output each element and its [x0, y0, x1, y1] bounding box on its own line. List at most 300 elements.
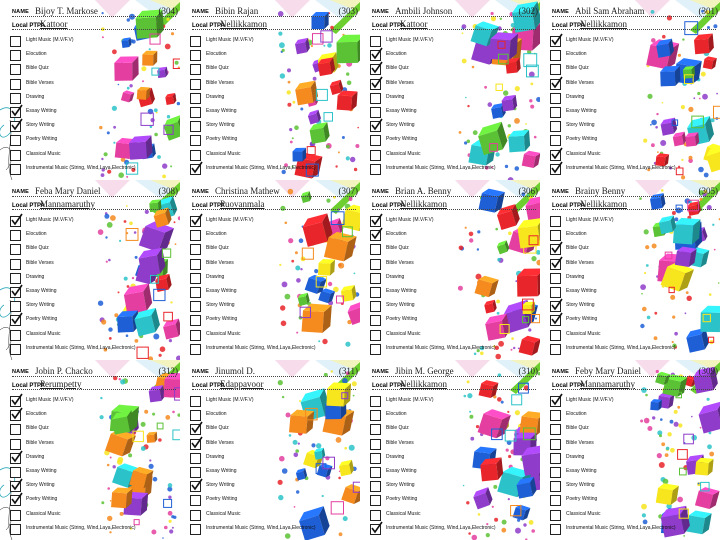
deco-dot: [663, 479, 669, 485]
event-label: Essay Writing: [26, 107, 57, 114]
deco-dot: [299, 400, 301, 402]
event-label: Classical Music: [566, 150, 601, 157]
deco-dot: [647, 426, 652, 431]
deco-dot: [665, 453, 669, 457]
event-checkbox[interactable]: [550, 524, 561, 535]
event-checkbox[interactable]: [190, 524, 201, 535]
event-checkbox[interactable]: [10, 36, 21, 47]
event-checkbox[interactable]: [10, 64, 21, 75]
event-checkbox[interactable]: [370, 510, 381, 521]
deco-dot: [149, 48, 151, 50]
deco-cube: [121, 90, 135, 104]
event-checkbox[interactable]: [10, 424, 21, 435]
event-checkbox[interactable]: [190, 410, 201, 421]
deco-dot: [495, 354, 501, 360]
event-label: Poetry Writing: [566, 496, 598, 503]
deco-dot: [294, 453, 299, 458]
event-label: Bible Verses: [566, 259, 594, 266]
name-label: NAME: [552, 9, 569, 15]
deco-dot: [474, 353, 477, 356]
deco-dot: [492, 506, 494, 508]
event-checkbox[interactable]: [550, 273, 561, 284]
event-checkbox[interactable]: [550, 439, 561, 450]
event-checkbox[interactable]: [190, 230, 201, 241]
ptpa-value: Nellikkamon: [400, 199, 447, 209]
deco-cube: [292, 148, 306, 162]
ptpa-dotted-line: [12, 29, 176, 30]
event-checkbox[interactable]: [10, 273, 21, 284]
participant-number: (309): [698, 366, 718, 376]
deco-dot: [101, 501, 104, 504]
event-label: Instrumental Music (String, Wind,Laya,Electronic): [206, 524, 316, 531]
event-label: Poetry Writing: [386, 136, 418, 143]
deco-outline-square: [321, 31, 332, 42]
event-checkbox[interactable]: [550, 230, 561, 241]
event-checkbox[interactable]: [550, 481, 561, 492]
deco-dot: [113, 142, 115, 144]
deco-dot: [514, 118, 520, 124]
event-checkbox[interactable]: [190, 36, 201, 47]
event-label: Story Writing: [26, 122, 55, 129]
event-checkbox[interactable]: [10, 93, 21, 104]
deco-dot: [681, 159, 683, 161]
deco-dot: [688, 107, 693, 112]
event-label: Elocution: [566, 231, 587, 238]
name-label: NAME: [372, 369, 389, 375]
event-checkbox[interactable]: [550, 467, 561, 478]
check-mark-icon: [10, 407, 24, 421]
check-mark-icon: [190, 436, 204, 450]
check-mark-icon: [10, 284, 24, 298]
deco-dot: [513, 347, 515, 349]
event-label: Light Music (M.V/F.V): [206, 37, 254, 43]
event-checkbox[interactable]: [10, 330, 21, 341]
event-checkbox[interactable]: [370, 410, 381, 421]
deco-dot: [654, 336, 658, 340]
deco-dot: [338, 151, 340, 153]
deco-dot: [488, 102, 493, 107]
deco-dot: [336, 437, 342, 443]
event-checkbox[interactable]: [190, 510, 201, 521]
deco-dot: [657, 151, 659, 153]
event-checkbox[interactable]: [190, 150, 201, 161]
deco-dot: [654, 312, 657, 315]
event-checkbox[interactable]: [550, 410, 561, 421]
event-checkbox[interactable]: [10, 135, 21, 146]
event-checkbox[interactable]: [370, 150, 381, 161]
deco-dot: [518, 348, 520, 350]
event-label: Drawing: [386, 453, 405, 460]
event-checkbox[interactable]: [550, 495, 561, 506]
event-checkbox[interactable]: [550, 330, 561, 341]
event-checkbox[interactable]: [370, 396, 381, 407]
event-label: Light Music (M.V/F.V): [386, 217, 434, 223]
name-label: NAME: [552, 369, 569, 375]
event-checkbox[interactable]: [370, 93, 381, 104]
deco-outline-square: [157, 423, 163, 429]
event-label: Light Music (M.V/F.V): [26, 37, 74, 43]
event-label: Classical Music: [26, 150, 61, 157]
deco-dot: [107, 487, 110, 490]
event-checkbox[interactable]: [190, 287, 201, 298]
deco-cube: [686, 510, 712, 536]
event-checkbox[interactable]: [190, 273, 201, 284]
event-label: Story Writing: [26, 482, 55, 489]
deco-dot: [693, 97, 695, 99]
event-checkbox[interactable]: [10, 510, 21, 521]
deco-dot: [175, 61, 179, 65]
deco-dot: [110, 457, 112, 459]
deco-dot: [144, 410, 148, 414]
event-label: Story Writing: [206, 482, 235, 489]
event-label: Bible Verses: [566, 439, 594, 446]
event-checkbox[interactable]: [190, 50, 201, 61]
event-checkbox[interactable]: [190, 315, 201, 326]
event-label: Story Writing: [566, 302, 595, 309]
deco-dot: [508, 124, 511, 127]
event-label: Bible Verses: [26, 259, 54, 266]
ptpa-dotted-line: [372, 389, 536, 390]
event-label: Instrumental Music (String, Wind,Laya,Electronic): [26, 164, 136, 171]
deco-dot: [652, 416, 655, 419]
name-label: NAME: [372, 189, 389, 195]
deco-dot: [670, 448, 675, 453]
deco-dot: [529, 99, 532, 102]
deco-dot: [281, 321, 287, 327]
ptpa-value: Kattoor: [40, 19, 68, 29]
deco-dot: [102, 36, 104, 38]
event-checkbox[interactable]: [550, 287, 561, 298]
event-checkbox[interactable]: [10, 230, 21, 241]
ptpa-value: Nellikkamon: [400, 379, 447, 389]
event-checkbox[interactable]: [370, 439, 381, 450]
ptpa-label: Local PTPA: [372, 383, 405, 389]
deco-dot: [293, 101, 296, 104]
deco-dot: [478, 513, 481, 516]
deco-dot: [495, 152, 499, 156]
deco-dot: [354, 168, 357, 171]
check-mark-icon: [370, 213, 384, 227]
event-label: Story Writing: [566, 122, 595, 129]
event-label: Bible Quiz: [566, 425, 589, 432]
deco-dot: [459, 131, 462, 134]
event-checkbox[interactable]: [190, 259, 201, 270]
event-checkbox[interactable]: [10, 301, 21, 312]
ptpa-dotted-line: [12, 209, 176, 210]
event-checkbox[interactable]: [550, 50, 561, 61]
event-label: Light Music (M.V/F.V): [206, 397, 254, 403]
event-checkbox[interactable]: [370, 135, 381, 146]
event-checkbox[interactable]: [190, 135, 201, 146]
deco-dot: [507, 411, 509, 413]
deco-dot: [313, 77, 317, 81]
event-checkbox[interactable]: [190, 93, 201, 104]
event-checkbox[interactable]: [190, 330, 201, 341]
event-label: Bible Quiz: [26, 425, 49, 432]
deco-cube: [341, 483, 360, 506]
name-line: [12, 3, 176, 17]
event-checkbox[interactable]: [370, 481, 381, 492]
ptpa-line: [12, 378, 176, 390]
event-label: Classical Music: [386, 150, 421, 157]
deco-outline-square: [331, 502, 343, 514]
name-line: [372, 3, 536, 17]
ptpa-line: [552, 198, 716, 210]
event-checkbox[interactable]: [370, 259, 381, 270]
event-checkbox[interactable]: [10, 50, 21, 61]
event-label: Poetry Writing: [206, 496, 238, 503]
deco-dot: [709, 293, 712, 296]
deco-cube: [146, 432, 157, 443]
event-checkbox[interactable]: [370, 164, 381, 175]
deco-dot: [149, 459, 151, 461]
event-checkbox[interactable]: [10, 164, 21, 175]
event-label: Drawing: [566, 453, 585, 460]
deco-cube: [338, 460, 354, 476]
event-checkbox[interactable]: [190, 121, 201, 132]
event-checkbox[interactable]: [370, 315, 381, 326]
event-label: Drawing: [566, 93, 585, 100]
event-checkbox[interactable]: [10, 524, 21, 535]
event-checkbox[interactable]: [190, 495, 201, 506]
event-checkbox[interactable]: [550, 107, 561, 118]
deco-dot: [691, 416, 693, 418]
event-checkbox[interactable]: [370, 107, 381, 118]
deco-dot: [700, 427, 702, 429]
deco-dot: [515, 86, 520, 91]
deco-dot: [118, 291, 120, 293]
event-checkbox[interactable]: [550, 216, 561, 227]
event-label: Instrumental Music (String, Wind,Laya,Electronic): [206, 164, 316, 171]
event-checkbox[interactable]: [10, 439, 21, 450]
ptpa-line: [552, 378, 716, 390]
ptpa-dotted-line: [192, 389, 356, 390]
event-checkbox[interactable]: [550, 510, 561, 521]
name-label: NAME: [12, 9, 29, 15]
deco-dot: [112, 49, 117, 54]
name-line: [192, 363, 356, 377]
deco-cube: [660, 66, 681, 87]
deco-dot: [162, 163, 167, 168]
deco-dot: [145, 210, 149, 214]
deco-dot: [293, 440, 298, 445]
event-checkbox[interactable]: [190, 244, 201, 255]
event-label: Poetry Writing: [26, 496, 58, 503]
deco-dot: [100, 415, 104, 419]
event-label: Classical Music: [26, 510, 61, 517]
deco-dot: [470, 437, 474, 441]
event-checkbox[interactable]: [550, 121, 561, 132]
participant-number: (301): [698, 6, 718, 16]
participant-number: (304): [158, 6, 178, 16]
deco-cube: [297, 506, 332, 540]
event-label: Essay Writing: [386, 107, 417, 114]
deco-dot: [101, 319, 106, 324]
deco-dot: [701, 72, 706, 77]
deco-dot: [354, 273, 356, 275]
event-checkbox[interactable]: [370, 453, 381, 464]
event-checkbox[interactable]: [370, 301, 381, 312]
deco-dot: [686, 291, 689, 294]
event-checkbox[interactable]: [10, 79, 21, 90]
deco-dot: [511, 349, 513, 351]
event-checkbox[interactable]: [190, 344, 201, 355]
event-checkbox[interactable]: [370, 495, 381, 506]
event-checkbox[interactable]: [10, 467, 21, 478]
event-checkbox[interactable]: [550, 64, 561, 75]
ptpa-label: Local PTPA: [12, 23, 45, 29]
event-label: Classical Music: [566, 330, 601, 337]
deco-dot: [655, 126, 658, 129]
deco-dot: [280, 305, 285, 310]
deco-dot: [473, 130, 478, 135]
participant-number: (308): [158, 186, 178, 196]
participant-name: Christina Mathew: [215, 186, 280, 196]
deco-dot: [279, 42, 285, 48]
participant-name: Brian A. Benny: [395, 186, 452, 196]
deco-dot: [687, 296, 692, 301]
deco-dot: [531, 529, 535, 533]
deco-dot: [285, 533, 291, 539]
deco-cube: [114, 56, 139, 81]
event-label: Story Writing: [206, 122, 235, 129]
participant-name: Brainy Benny: [575, 186, 626, 196]
event-checkbox[interactable]: [550, 93, 561, 104]
card-header: [192, 183, 356, 210]
event-checkbox[interactable]: [550, 135, 561, 146]
certificate-card: [540, 360, 720, 540]
deco-dot: [458, 286, 463, 291]
participant-name: Abil Sam Abraham: [575, 6, 645, 16]
deco-outline-square: [678, 450, 688, 460]
ptpa-label: Local PTPA: [372, 203, 405, 209]
event-checkbox[interactable]: [550, 424, 561, 435]
event-checkbox[interactable]: [190, 301, 201, 312]
deco-dot: [349, 445, 355, 451]
event-label: Elocution: [26, 51, 47, 58]
deco-dot: [644, 418, 650, 424]
deco-dot: [497, 312, 500, 315]
participant-number: (306): [518, 186, 538, 196]
ptpa-value: Mannamaruthy: [580, 379, 635, 389]
event-label: Instrumental Music (String, Wind,Laya,Electronic): [26, 524, 136, 531]
deco-dot: [105, 236, 107, 238]
event-label: Bible Verses: [386, 79, 414, 86]
deco-dot: [484, 86, 487, 89]
event-checkbox[interactable]: [190, 64, 201, 75]
name-line: [372, 183, 536, 197]
deco-cube: [289, 409, 314, 434]
event-checkbox[interactable]: [370, 330, 381, 341]
deco-dot: [678, 423, 682, 427]
event-label: Poetry Writing: [566, 136, 598, 143]
card-header: [12, 363, 176, 390]
event-checkbox[interactable]: [370, 273, 381, 284]
deco-dot: [698, 167, 704, 173]
deco-cube: [314, 448, 326, 460]
deco-dot: [498, 341, 504, 347]
event-label: Essay Writing: [566, 107, 597, 114]
deco-dot: [118, 172, 124, 178]
deco-dot: [134, 231, 137, 234]
deco-dot: [165, 44, 171, 50]
deco-dot: [311, 443, 315, 447]
event-checkbox[interactable]: [190, 453, 201, 464]
deco-cube: [472, 487, 494, 509]
event-checkbox[interactable]: [10, 150, 21, 161]
event-checkbox[interactable]: [370, 244, 381, 255]
event-label: Drawing: [386, 93, 405, 100]
deco-dot: [108, 259, 111, 262]
deco-cube: [508, 130, 530, 152]
deco-dot: [659, 462, 665, 468]
event-checkbox[interactable]: [370, 287, 381, 298]
deco-dot: [294, 125, 299, 130]
deco-dot: [126, 334, 129, 337]
deco-dot: [650, 124, 652, 126]
deco-dot: [464, 141, 467, 144]
deco-dot: [652, 244, 657, 249]
ptpa-value: Puovanmala: [220, 199, 265, 209]
deco-cube: [340, 285, 357, 302]
deco-dot: [285, 222, 288, 225]
event-checkbox[interactable]: [10, 344, 21, 355]
event-checkbox[interactable]: [190, 467, 201, 478]
event-label: Drawing: [26, 273, 45, 280]
event-label: Essay Writing: [386, 287, 417, 294]
participant-name: Jinumol D.: [215, 366, 256, 376]
certificate-card: [180, 180, 360, 360]
deco-dot: [141, 422, 146, 427]
deco-dot: [278, 495, 283, 500]
certificate-card: [360, 360, 540, 540]
deco-dot: [107, 131, 110, 134]
event-checkbox[interactable]: [190, 107, 201, 118]
deco-dot: [338, 477, 341, 480]
check-mark-icon: [10, 492, 24, 506]
event-checkbox[interactable]: [370, 344, 381, 355]
deco-dot: [345, 342, 350, 347]
deco-dot: [285, 294, 291, 300]
event-checkbox[interactable]: [190, 396, 201, 407]
event-checkbox[interactable]: [550, 344, 561, 355]
deco-dot: [674, 332, 678, 336]
check-mark-icon: [370, 61, 384, 75]
deco-dot: [159, 354, 162, 357]
deco-dot: [280, 73, 285, 78]
event-label: Elocution: [386, 51, 407, 58]
event-checkbox[interactable]: [10, 244, 21, 255]
deco-dot: [127, 285, 130, 288]
deco-dot: [299, 238, 304, 243]
deco-dot: [278, 31, 282, 35]
deco-dot: [327, 43, 332, 48]
event-checkbox[interactable]: [370, 467, 381, 478]
event-checkbox[interactable]: [370, 424, 381, 435]
deco-dot: [289, 128, 292, 131]
ptpa-line: [192, 18, 356, 30]
event-checkbox[interactable]: [10, 259, 21, 270]
check-mark-icon: [370, 227, 384, 241]
deco-outline-square: [307, 147, 315, 155]
event-checkbox[interactable]: [550, 453, 561, 464]
deco-dot: [469, 411, 471, 413]
deco-dot: [153, 477, 158, 482]
event-checkbox[interactable]: [370, 36, 381, 47]
deco-dot: [681, 105, 685, 109]
deco-cube: [123, 284, 154, 315]
event-checkbox[interactable]: [190, 79, 201, 90]
